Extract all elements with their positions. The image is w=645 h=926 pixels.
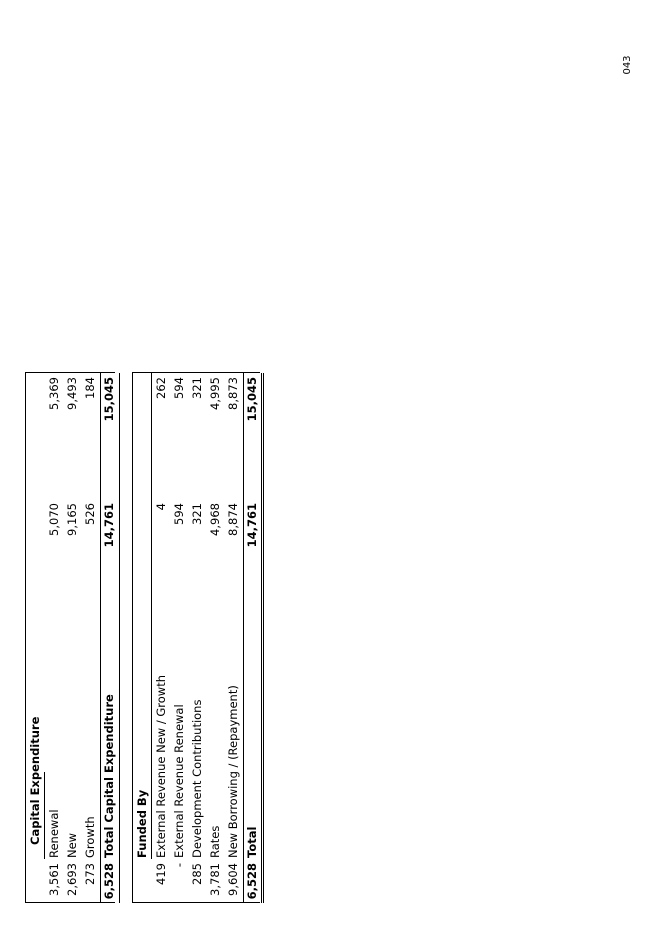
table-row xyxy=(152,373,170,903)
prev-value: 3,561 xyxy=(47,863,61,896)
funded-by-section xyxy=(132,373,260,903)
total-row xyxy=(100,373,118,903)
row-label: Rates xyxy=(208,825,222,858)
prev-value: 2,693 xyxy=(65,863,79,896)
prev-value: 273 xyxy=(83,863,97,885)
value-col1: 14,761 xyxy=(245,503,259,548)
value-col1: 594 xyxy=(172,503,186,525)
value-col1: 4 xyxy=(154,503,168,511)
value-col2: 8,873 xyxy=(226,377,240,410)
value-col2: 15,045 xyxy=(245,377,259,422)
row-label: Development Contributions xyxy=(190,699,204,858)
value-col1: 321 xyxy=(190,503,204,525)
prev-value: 285 xyxy=(190,863,204,885)
value-col2: 262 xyxy=(154,377,168,399)
page-number: 043 xyxy=(622,55,633,75)
row-label: External Revenue New / Growth xyxy=(154,674,168,858)
table-row xyxy=(188,373,206,903)
value-col1: 9,165 xyxy=(65,503,79,536)
total-row xyxy=(243,373,261,903)
prev-value: 419 xyxy=(154,863,168,885)
section-title: Funded By xyxy=(135,789,149,858)
value-col1: 4,968 xyxy=(208,503,222,536)
value-col2: 9,493 xyxy=(65,377,79,410)
value-col2: 4,995 xyxy=(208,377,222,410)
prev-value: - xyxy=(172,863,186,868)
row-label: New Borrowing / (Repayment) xyxy=(226,685,240,858)
value-col1: 5,070 xyxy=(47,503,61,536)
prev-value: 6,528 xyxy=(102,863,116,900)
value-col1: 526 xyxy=(83,503,97,525)
value-col2: 15,045 xyxy=(102,377,116,422)
value-col2: 594 xyxy=(172,377,186,399)
bottom-rule xyxy=(119,373,120,903)
row-label: External Revenue Renewal xyxy=(172,704,186,858)
double-bottom-rule xyxy=(261,373,264,903)
row-label: New xyxy=(65,832,79,858)
value-col1: 14,761 xyxy=(102,503,116,548)
table-row xyxy=(224,373,242,903)
section-title: Capital Expenditure xyxy=(28,716,42,845)
row-label: Renewal xyxy=(47,809,61,858)
prev-value: 3,781 xyxy=(208,863,222,896)
table-row xyxy=(45,373,63,903)
row-label: Total Capital Expenditure xyxy=(102,694,116,858)
table-row xyxy=(81,373,99,903)
table-row xyxy=(170,373,188,903)
table-row xyxy=(63,373,81,903)
value-col2: 184 xyxy=(83,377,97,399)
row-label: Total xyxy=(245,826,259,858)
prev-value: 9,604 xyxy=(226,863,240,896)
row-label: Growth xyxy=(83,816,97,858)
prev-value: 6,528 xyxy=(245,863,259,900)
capital-expenditure-section xyxy=(25,373,115,903)
value-col2: 5,369 xyxy=(47,377,61,410)
value-col1: 8,874 xyxy=(226,503,240,536)
value-col2: 321 xyxy=(190,377,204,399)
financial-table xyxy=(25,373,260,903)
table-row xyxy=(206,373,224,903)
